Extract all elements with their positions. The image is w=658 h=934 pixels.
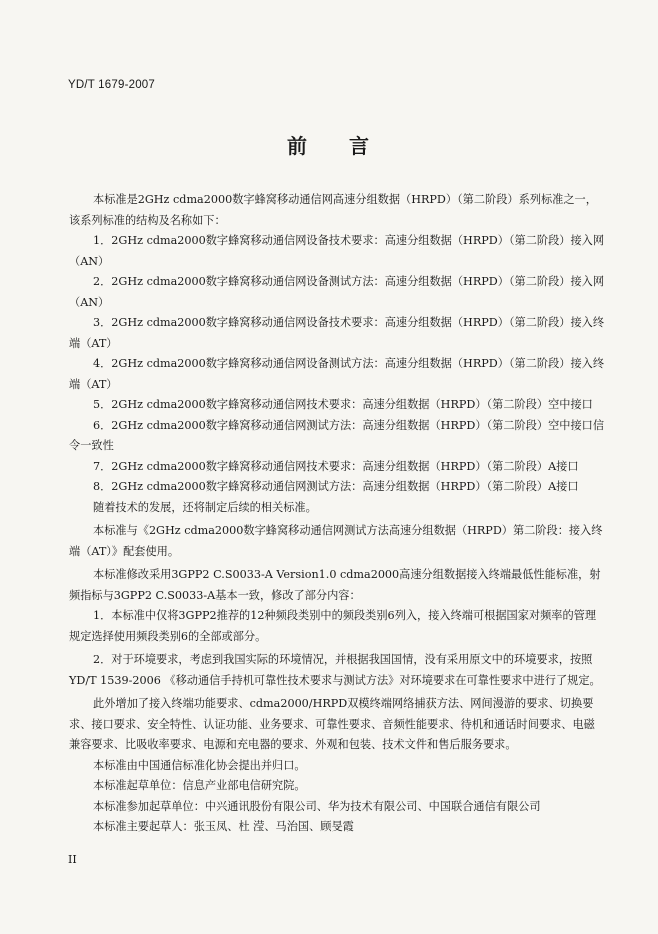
list-item-3: 3．2GHz cdma2000数字蜂窝移动通信网设备技术要求：高速分组数据（HRPD）（第二阶段）接入终端（AT） <box>69 316 605 350</box>
paragraph-additions: 此外增加了接入终端功能要求、cdma2000/HRPD双模终端网络捕获方法、网间漫游的要求、切换要求、接口要求、安全特性、认证功能、业务要求、可靠性要求、音频性能要求、待机和通话时间要求、电磁兼容要求、比吸收率要求、电源和充电器的要求、外观和包装、技术文件和售后服务要求。 <box>69 697 595 751</box>
paragraph-adoption: 本标准修改采用3GPP2 C.S0033-A Version1.0 cdma2000高速分组数据接入终端最低性能标准，射频指标与3GPP2 C.S0033-A基本一致，修改了部分内容： <box>69 568 601 602</box>
standard-code: YD/T 1679-2007 <box>68 79 155 91</box>
paragraph-proposer: 本标准由中国通信标准化协会提出并归口。 <box>93 758 306 772</box>
foreword-body <box>69 190 605 838</box>
paragraph-participating-units: 本标准参加起草单位：中兴通讯股份有限公司、华为技术有限公司、中国联合通信有限公司 <box>93 799 541 813</box>
paragraph-intro: 本标准是2GHz cdma2000数字蜂窝移动通信网高速分组数据（HRPD）（第二阶段）系列标准之一，该系列标准的结构及名称如下： <box>69 193 597 227</box>
list-item-6: 6．2GHz cdma2000数字蜂窝移动通信网测试方法：高速分组数据（HRPD）（第二阶段）空中接口信令一致性 <box>69 418 605 452</box>
list-item-4: 4．2GHz cdma2000数字蜂窝移动通信网设备测试方法：高速分组数据（HRPD）（第二阶段）接入终端（AT） <box>69 357 605 391</box>
paragraph-drafting-unit: 本标准起草单位：信息产业部电信研究院。 <box>93 779 306 792</box>
paragraph-future: 随着技术的发展，还将制定后续的相关标准。 <box>93 500 317 514</box>
modification-item-1: 1．本标准中仅将3GPP2推荐的12种频段类别中的频段类别6列入，接入终端可根据国家对频率的管理规定选择使用频段类别6的全部或部分。 <box>69 609 597 643</box>
list-item-1: 1．2GHz cdma2000数字蜂窝移动通信网设备技术要求：高速分组数据（HRPD）（第二阶段）接入网（AN） <box>69 234 605 268</box>
page-title <box>0 130 658 159</box>
list-item-5: 5．2GHz cdma2000数字蜂窝移动通信网技术要求：高速分组数据（HRPD）（第二阶段）空中接口 <box>93 398 593 411</box>
list-item-7: 7．2GHz cdma2000数字蜂窝移动通信网技术要求：高速分组数据（HRPD）（第二阶段）A接口 <box>93 459 579 473</box>
page-number: II <box>68 853 77 866</box>
title-char-2: 言 <box>349 134 371 158</box>
modification-item-2: 2．对于环境要求，考虑到我国实际的环境情况，并根据我国国情，没有采用原文中的环境要求，按照YD/T 1539-2006 《移动通信手持机可靠性技术要求与测试方法》对环境要求在可靠性要求中进行了规定。 <box>69 653 601 687</box>
title-char-1: 前 <box>287 134 309 158</box>
paragraph-drafters: 本标准主要起草人：张玉凤、杜 滢、马治国、顾旻霞 <box>93 820 354 833</box>
list-item-2: 2．2GHz cdma2000数字蜂窝移动通信网设备测试方法：高速分组数据（HRPD）（第二阶段）接入网（AN） <box>69 275 605 309</box>
list-item-8: 8．2GHz cdma2000数字蜂窝移动通信网测试方法：高速分组数据（HRPD）（第二阶段）A接口 <box>93 480 579 493</box>
paragraph-companion: 本标准与《2GHz cdma2000数字蜂窝移动通信网测试方法高速分组数据（HRPD）第二阶段：接入终端（AT）》配套使用。 <box>69 524 603 558</box>
